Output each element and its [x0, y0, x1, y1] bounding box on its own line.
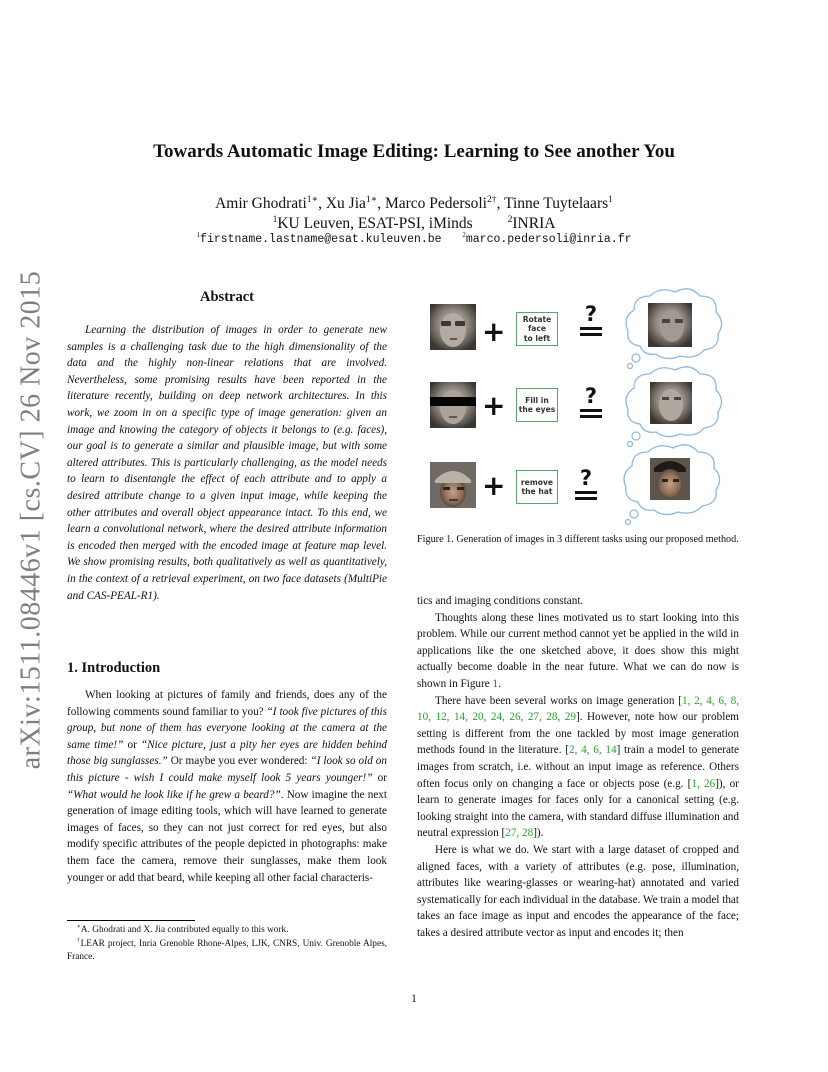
author-name: Marco Pedersoli	[384, 195, 487, 212]
abstract-heading: Abstract	[200, 289, 254, 305]
figure-reference-link[interactable]: 1	[492, 677, 499, 690]
paragraph-text: .	[498, 677, 501, 690]
paragraph-text: tics and imaging conditions constant.	[417, 595, 584, 607]
question-icon: ?	[579, 466, 593, 490]
footnote-rule	[67, 920, 195, 921]
section-heading-introduction: 1. Introduction	[67, 660, 161, 676]
paragraph-text: ] train a model to generate images from scratch, i.e. without an input image as reference. Others often focus only on changing a face or objects pose (e.g. [	[417, 744, 739, 790]
paragraph	[417, 610, 739, 693]
paragraph	[417, 693, 739, 842]
paper-title: Towards Automatic Image Editing: Learning to See another You	[153, 141, 675, 162]
email-sup: 1	[196, 231, 201, 240]
footnote-mark: †	[77, 937, 81, 944]
affiliation-sup: 1	[272, 213, 278, 225]
plus-icon: +	[482, 469, 506, 502]
author-sup: 1	[365, 193, 371, 205]
author-sup: 2	[486, 193, 492, 205]
intro-quote: “I took five pictures of this group, but none of them has everyone looking at the camera at the same time!”	[67, 705, 388, 751]
attribute-line: the hat	[521, 487, 553, 496]
attribute-line: to left	[523, 333, 551, 343]
thought-cloud-icon	[618, 442, 724, 526]
attribute-line: Rotate	[522, 314, 552, 324]
attribute-box	[516, 470, 558, 504]
question-equals-icon	[574, 468, 598, 500]
footnote-mark: ∗	[77, 923, 81, 930]
citation-link[interactable]: 27, 28	[505, 827, 534, 840]
question-equals-icon	[579, 304, 603, 336]
page-number: 1	[411, 993, 417, 1005]
affiliations	[60, 214, 768, 234]
author-list: Amir Ghodrati$^{1∗}$, Xu Jia$^{1∗}$, Marco Pedersoli$^{2\dagger}$, Tinne Tuytelaars$^1$	[215, 193, 613, 212]
author-sup: 1	[306, 193, 312, 205]
abstract-text: Learning the distribution of images in order to generate new samples is a challenging task due to the high dimensionality of the data and the highly non-linear relations that are involved. Nevertheless, some promising results have been reported in the literature recently, building on deep network architectures. In this work, we zoom in on a specific type of image generation: given an image and knowing the category of objects it belongs to (e.g. faces), our goal is to generate a similar and plausible image, but with some altered attributes. This is particularly challenging, as the model needs to learn to disentangle the effect of each attribute and to apply a desired attribute change to a given input image, while keeping the other attributes and overall object appearance intact. To this end, we learn a convolutional network, where the desired attribute information is encoded then merged with the encoded image at feature map level. We show promising results, both qualitatively as well as quantitatively, in the context of a retrieval experiment, on two face datasets (MultiPie and CAS-PEAL-R1).	[67, 324, 387, 602]
author-sup: 1	[608, 193, 613, 205]
footnote-2	[67, 938, 387, 965]
question-icon: ?	[584, 384, 598, 408]
right-column-text	[417, 593, 739, 941]
paragraph	[417, 593, 739, 610]
intro-quote: “I look so old on this picture - wish I could make myself look 5 years younger!”	[67, 755, 387, 784]
citation-link[interactable]: 1, 26	[691, 777, 716, 790]
author-mark: ∗	[370, 193, 378, 205]
attribute-line: the eyes	[518, 405, 556, 414]
input-face-image	[430, 382, 476, 428]
author-name: Amir Ghodrati	[215, 195, 307, 212]
email-sup: 2	[462, 231, 466, 240]
paragraph-text: Here is what we do. We start with a large dataset of cropped and aligned faces, with a variety of attributes (e.g. pose, illumination, attributes like wearing-glasses or wearing-hat) annotated and varied systematically for each individual in the database. We train a model that takes an face image as input and encodes the appearance of the face; takes a desired attribute vector as input and encodes it; then	[417, 843, 739, 939]
paragraph-text: ]).	[533, 827, 544, 840]
question-icon: ?	[584, 302, 598, 326]
paragraph-text: There have been several works on image generation [	[435, 694, 682, 707]
paragraph-text: Thoughts along these lines motivated us to start looking into this problem. While our current method cannot yet be applied in the wild in applications like the one sketched above, it does show this might actually become doable in the near future. What we can do now is shown in Figure	[417, 611, 739, 690]
author-mark: ∗	[311, 193, 319, 205]
author-mark: †	[491, 193, 497, 205]
author-block	[60, 194, 768, 234]
input-face-image	[430, 462, 476, 508]
email-line	[60, 233, 768, 246]
intro-text-span: Or maybe you ever wondered:	[167, 755, 311, 768]
footnote-text: LEAR project, Inria Grenoble Rhone-Alpes, LJK, CNRS, Univ. Grenoble Alpes, France.	[67, 938, 388, 962]
paragraph	[417, 842, 739, 942]
email-1[interactable]: firstname.lastname@esat.kuleuven.be	[200, 233, 442, 246]
introduction-text	[67, 687, 387, 886]
intro-text-span: or	[372, 771, 387, 784]
citation-link[interactable]: 1, 2, 4, 6, 8, 10, 12, 14, 20, 24, 26, 27, 28, 29	[417, 694, 739, 724]
arxiv-stamp-text: arXiv:1511.08446v1 [cs.CV] 26 Nov 2015	[15, 270, 46, 770]
intro-text-span: or	[123, 738, 141, 751]
paragraph-text: ]. However, note how our problem setting is different from the one tackled by most image generation methods found in the literature. [	[417, 711, 739, 757]
affiliation-1: KU Leuven, ESAT-PSI, iMinds	[277, 215, 473, 232]
intro-text-span: When looking at pictures of family and friends, does any of the following comments sound familiar to you?	[67, 689, 387, 718]
citation-link[interactable]: 2, 4, 6, 14	[568, 744, 617, 757]
intro-quote: “Nice picture, just a pity her eyes are hidden behind those big sunglasses.”	[67, 738, 388, 768]
attribute-box	[516, 388, 558, 422]
plus-icon: +	[482, 315, 506, 348]
intro-quote: “What would he look like if he grew a beard?”	[67, 788, 281, 801]
author-name: Xu Jia	[325, 195, 366, 212]
arxiv-stamp	[14, 270, 48, 770]
plus-icon: +	[482, 389, 506, 422]
thought-cloud-icon	[620, 364, 726, 448]
attribute-box	[516, 312, 558, 346]
intro-text-span: . Now imagine the next generation of image editing tools, which will have learned to generate images of faces, so they can not just correct for red eyes, but also modify specific attributes of the people depicted in photographs: make them face the camera, remove their sunglasses, make them look younger or add that beard, while keeping all other facial characteris-	[67, 788, 387, 884]
affiliation-sup: 2	[507, 213, 513, 225]
author-name: Tinne Tuytelaars	[504, 195, 609, 212]
footnote-text: A. Ghodrati and X. Jia contributed equally to this work.	[80, 925, 289, 935]
attribute-line: Fill in	[525, 395, 549, 405]
input-face-image	[430, 304, 476, 350]
attribute-line: remove	[520, 477, 554, 487]
email-2[interactable]: marco.pedersoli@inria.fr	[465, 233, 632, 246]
figure-1	[424, 286, 740, 524]
thought-cloud-icon	[620, 286, 726, 370]
affiliation-2: INRIA	[512, 215, 556, 232]
figure-1-caption: Figure 1. Generation of images in 3 different tasks using our proposed method.	[417, 534, 739, 545]
footnote-1	[67, 924, 387, 938]
question-equals-icon	[579, 386, 603, 418]
footnotes	[67, 924, 387, 965]
attribute-line: face	[527, 324, 547, 334]
paragraph-text: ]), or learn to generate images for faces only for a canonical setting (e.g. looking straight into the camera, with standard diffuse illumination and neutral expression [	[417, 777, 739, 840]
